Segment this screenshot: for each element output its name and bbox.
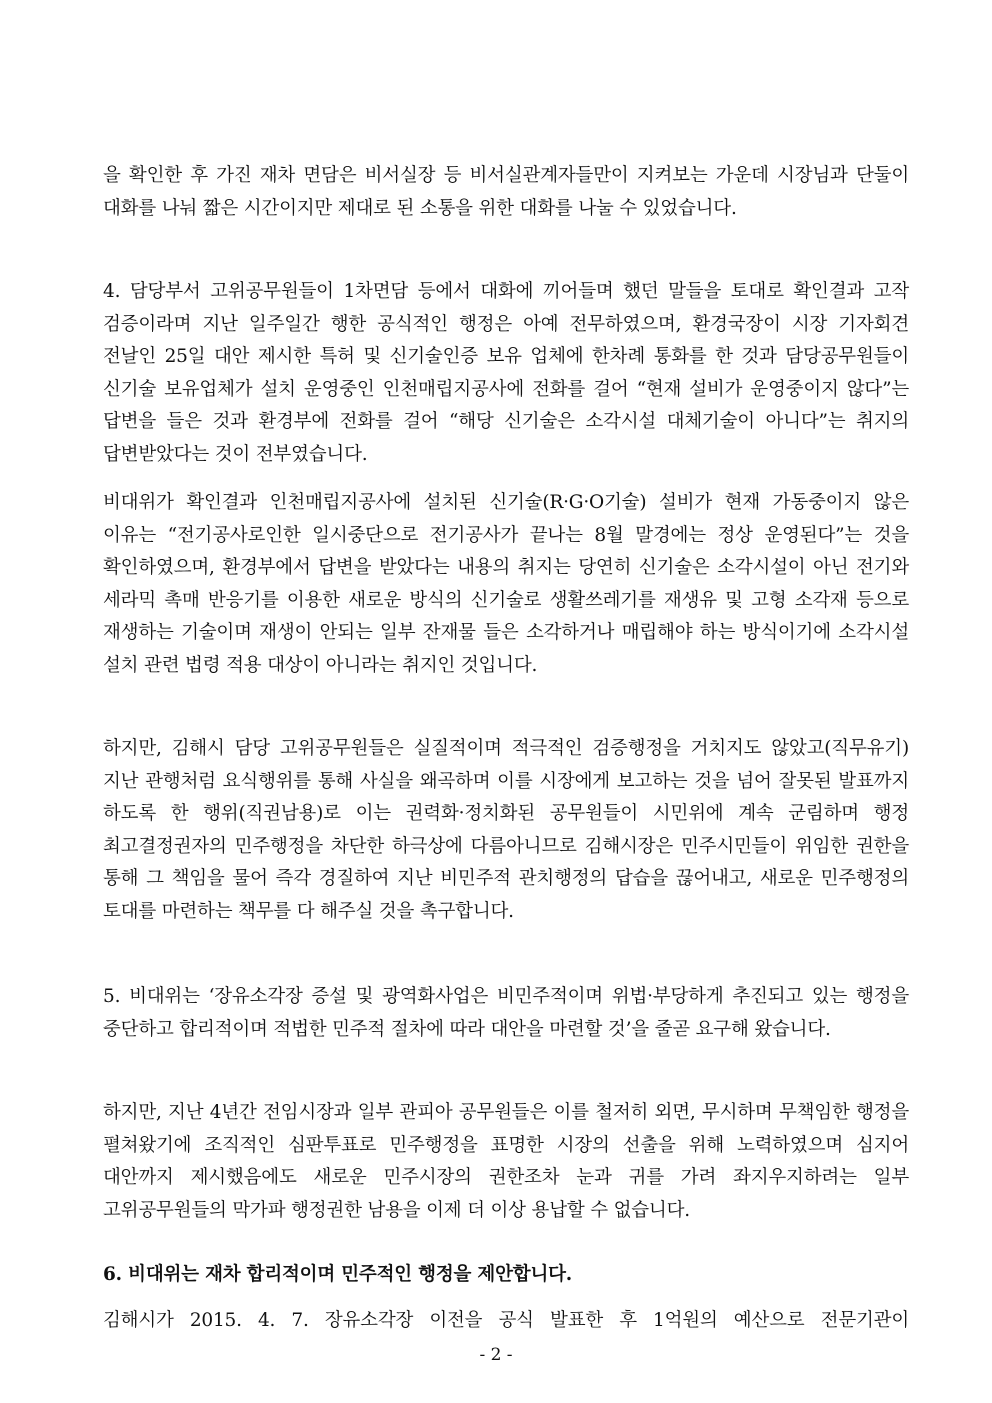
paragraph-officials-criticism: 하지만, 김해시 담당 고위공무원들은 실질적이며 적극적인 검증행정을 거치지도 않았고(직무유기) 지난 관행처럼 요식행위를 통해 사실을 왜곡하며 이를 시장에게 보고하는 것을 넘어 잘못된 발표까지 하도록 한 행위(직권남용)로 이는 권력화·정치화된 공무원들이 시민위에 계속 군림하며 행정 최고결정권자의 민주행정을 차단한 하극상에 다름아니므로 김해시장은 민주시민들이 위임한 권한을 통해 그 책임을 물어 즉각 경질하여 지난 비민주적 관치행정의 답습을 끊어내고, 새로운 민주행정의 토대를 마련하는 책무를 다 해주실 것을 촉구합니다. [103, 738, 909, 922]
paragraph-item-5: 5. 비대위는 ‘장유소각장 증설 및 광역화사업은 비민주적이며 위법·부당하게 추진되고 있는 행정을 중단하고 합리적이며 적법한 민주적 절차에 따라 대안을 마련할 것’을 줄곧 요구해 왔습니다. [103, 986, 909, 1040]
paragraph-continuation: 을 확인한 후 가진 재차 면담은 비서실장 등 비서실관계자들만이 지켜보는 가운데 시장님과 단둘이 대화를 나눠 짧은 시간이지만 제대로 된 소통을 위한 대화를 나눌 수 있었습니다. [103, 165, 909, 219]
page-number: - 2 - [479, 1345, 513, 1365]
paragraph-closing-fragment: 김해시가 2015. 4. 7. 장유소각장 이전을 공식 발표한 후 1억원의 예산으로 전문기관이 [103, 1310, 909, 1331]
paragraph-item-4: 4. 담당부서 고위공무원들이 1차면담 등에서 대화에 끼어들며 했던 말들을 토대로 확인결과 고작 검증이라며 지난 일주일간 행한 공식적인 행정은 아예 전무하였으며, 환경국장이 시장 기자회견 전날인 25일 대안 제시한 특허 및 신기술인증 보유 업체에 한차례 통화를 한 것과 담당공무원들이 신기술 보유업체가 설치 운영중인 인천매립지공사에 전화를 걸어 “현재 설비가 운영중이지 않다”는 답변을 들은 것과 환경부에 전화를 걸어 “해당 신기술은 소각시설 대체기술이 아니다”는 취지의 답변받았다는 것이 전부였습니다. [103, 281, 909, 465]
paragraph-item-6-heading: 6. 비대위는 재차 합리적이며 민주적인 행정을 제안합니다. [103, 1264, 573, 1285]
paragraph-rgo-technology: 비대위가 확인결과 인천매립지공사에 설치된 신기술(R·G·O기술) 설비가 현재 가동중이지 않은 이유는 “전기공사로인한 일시중단으로 전기공사가 끝나는 8월 말경에는 정상 운영된다”는 것을 확인하였으며, 환경부에서 답변을 받았다는 내용의 취지는 당연히 신기술은 소각시설이 아닌 전기와 세라믹 촉매 반응기를 이용한 새로운 방식의 신기술로 생활쓰레기를 재생유 및 고형 소각재 등으로 재생하는 기술이며 재생이 안되는 일부 잔재물 들은 소각하거나 매립해야 하는 방식이기에 소각시설 설치 관련 법령 적용 대상이 아니라는 취지인 것입니다. [103, 492, 909, 676]
paragraph-past-administration: 하지만, 지난 4년간 전임시장과 일부 관피아 공무원들은 이를 철저히 외면, 무시하며 무책임한 행정을 펼쳐왔기에 조직적인 심판투표로 민주행정을 표명한 시장의 선출을 위해 노력하였으며 심지어 대안까지 제시했음에도 새로운 민주시장의 권한조차 눈과 귀를 가려 좌지우지하려는 일부 고위공무원들의 막가파 행정권한 남용을 이제 더 이상 용납할 수 없습니다. [103, 1102, 909, 1221]
